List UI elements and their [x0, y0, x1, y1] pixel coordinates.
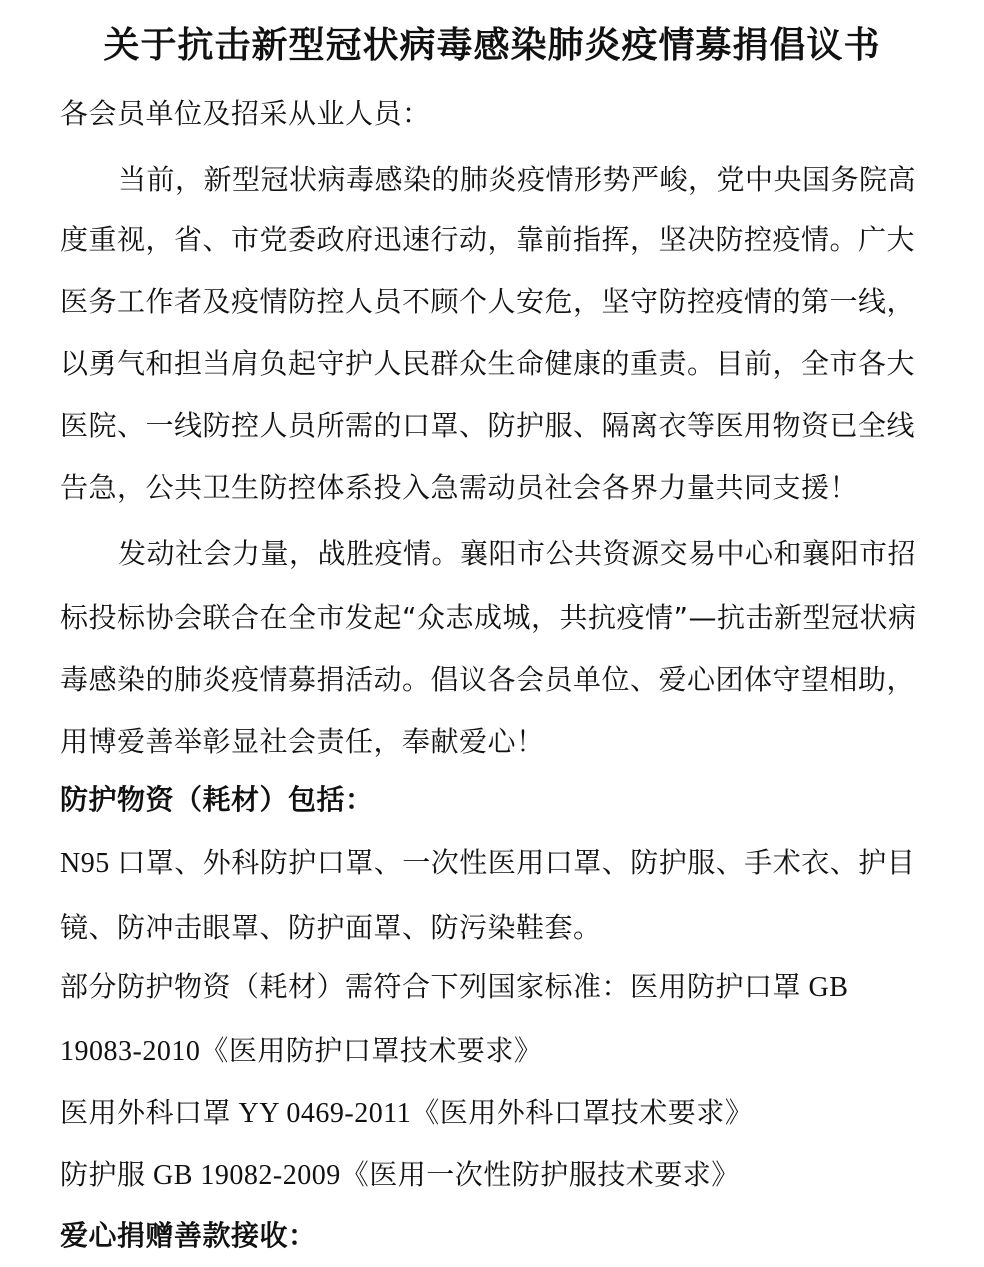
materials-line-1: N95 口罩、外科防护口罩、一次性医用口罩、防护服、手术衣、护目 [60, 848, 916, 879]
paragraph2-line-2: 标投标协会联合在全市发起“众志成城，共抗疫情”—抗击新型冠状病 [60, 601, 917, 634]
paragraph2-line-4: 用博爱善举彰显社会责任，奉献爱心！ [60, 725, 545, 758]
materials-line-2: 镜、防冲击眼罩、防护面罩、防污染鞋套。 [60, 911, 602, 944]
paragraph2-line-1: 发动社会力量，战胜疫情。襄阳市公共资源交易中心和襄阳市招 [118, 537, 917, 570]
paragraph1-line-3: 医务工作者及疫情防控人员不顾个人安危，坚守防控疫情的第一线， [60, 285, 916, 318]
section-heading-donation: 爱心捐赠善款接收： [60, 1219, 317, 1252]
paragraph1-line-6: 告急，公共卫生防控体系投入急需动员社会各界力量共同支援！ [60, 471, 859, 504]
paragraph1-line-5: 医院、一线防控人员所需的口罩、防护服、隔离衣等医用物资已全线 [60, 409, 916, 442]
standards-line-2: 19083-2010《医用防护口罩技术要求》 [60, 1036, 543, 1067]
salutation: 各会员单位及招采从业人员： [60, 97, 431, 130]
paragraph1-line-2: 度重视，省、市党委政府迅速行动，靠前指挥，坚决防控疫情。广大 [60, 223, 916, 256]
paragraph2-line-3: 毒感染的肺炎疫情募捐活动。倡议各会员单位、爱心团体守望相助， [60, 663, 916, 696]
standards-line-4: 防护服 GB 19082-2009《医用一次性防护服技术要求》 [60, 1160, 740, 1191]
paragraph1-line-4: 以勇气和担当肩负起守护人民群众生命健康的重责。目前，全市各大 [60, 347, 916, 380]
standards-line-3: 医用外科口罩 YY 0469-2011《医用外科口罩技术要求》 [60, 1098, 754, 1129]
document-title: 关于抗击新型冠状病毒感染肺炎疫情募捐倡议书 [103, 25, 881, 66]
section-heading-materials: 防护物资（耗材）包括： [60, 783, 374, 816]
paragraph1-line-1: 当前，新型冠状病毒感染的肺炎疫情形势严峻，党中央国务院高 [118, 163, 917, 196]
standards-line-1: 部分防护物资（耗材）需符合下列国家标准：医用防护口罩 GB [60, 972, 849, 1003]
